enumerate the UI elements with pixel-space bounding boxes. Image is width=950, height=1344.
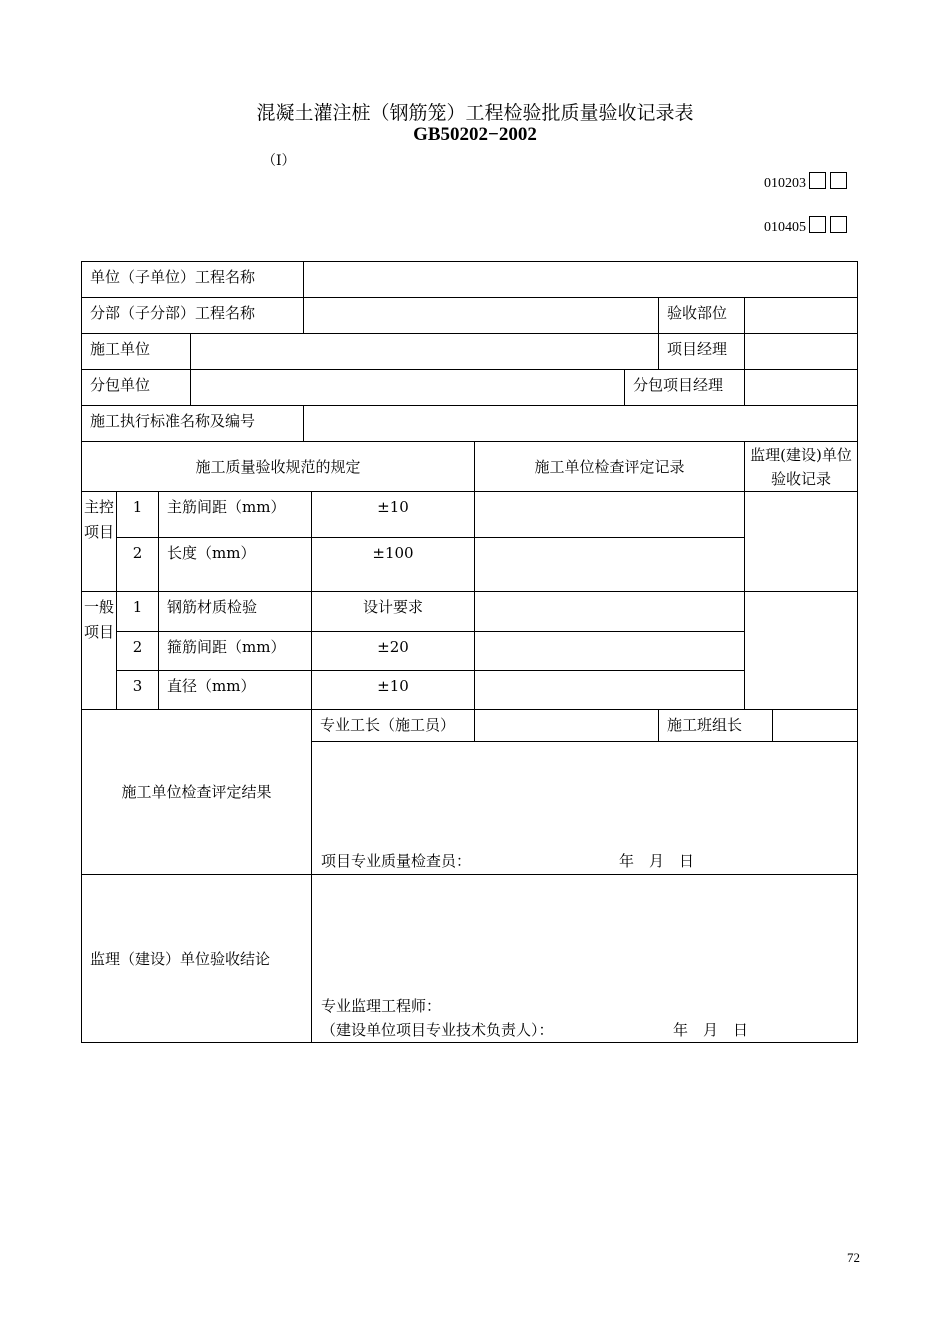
result-date-label: 年 月 日 [619,852,695,870]
general-item-value: ±20 [311,631,475,671]
main-control-supervision-record[interactable] [744,491,858,592]
general-item-name: 钢筋材质检验 [158,591,312,632]
foreman-value[interactable] [474,709,659,742]
standard-code: GB50202−2002 [413,124,537,145]
volume-marker: （Ⅰ） [262,153,296,169]
sub-project-value[interactable] [303,297,659,334]
standard-value[interactable] [303,405,858,442]
code-box[interactable] [809,172,826,189]
general-item-value: 设计要求 [311,591,475,632]
form-code-1: 010203 [764,176,806,191]
construction-unit-label: 施工单位 [81,333,191,370]
general-item-name: 箍筋间距（mm） [158,631,312,671]
subcontract-manager-value[interactable] [744,369,858,406]
result-content[interactable] [311,741,858,875]
sub-project-label: 分部（子分部）工程名称 [81,297,304,334]
conclusion-label-cell [81,874,312,1043]
project-manager-value[interactable] [744,333,858,370]
main-item-no: 1 [116,491,159,538]
code-box[interactable] [830,216,847,233]
main-item-check-record[interactable] [474,491,745,538]
general-item-no: 3 [116,670,159,710]
main-control-group-label: 主控项目 [81,491,117,592]
unit-project-label: 单位（子单位）工程名称 [81,261,304,298]
acceptance-part-value[interactable] [744,297,858,334]
spec-header [81,441,475,492]
acceptance-part-label: 验收部位 [658,297,745,334]
general-item-no: 2 [116,631,159,671]
page-number: 72 [847,1250,860,1265]
check-record-header-text: 施工单位检查评定记录 [534,457,685,476]
conclusion-date-label: 年 月 日 [673,1021,749,1039]
foreman-label: 专业工长（施工员） [311,709,475,742]
team-leader-value[interactable] [772,709,858,742]
conclusion-content[interactable] [311,874,858,1043]
document-title: 混凝土灌注桩（钢筋笼）工程检验批质量验收记录表 [256,102,694,124]
general-item-no: 1 [116,591,159,632]
general-supervision-record[interactable] [744,591,858,710]
team-leader-label: 施工班组长 [658,709,773,742]
owner-technical-lead-label: （建设单位项目专业技术负责人）： [321,1021,554,1039]
subcontract-unit-value[interactable] [190,369,625,406]
supervision-record-header [744,441,858,492]
spec-header-text: 施工质量验收规范的规定 [195,457,361,476]
general-item-name: 直径（mm） [158,670,312,710]
subcontract-unit-label: 分包单位 [81,369,191,406]
form-code-row-1 [764,172,847,192]
main-item-value: ±100 [311,537,475,592]
general-item-check-record[interactable] [474,591,745,632]
general-item-check-record[interactable] [474,631,745,671]
main-item-name: 长度（mm） [158,537,312,592]
construction-unit-value[interactable] [190,333,659,370]
project-manager-label: 项目经理 [658,333,745,370]
main-item-no: 2 [116,537,159,592]
form-code-row-2 [764,216,847,236]
check-record-header [474,441,745,492]
form-code-2: 010405 [764,220,806,235]
code-box[interactable] [809,216,826,233]
supervising-engineer-label: 专业监理工程师： [321,997,442,1015]
unit-project-value[interactable] [303,261,858,298]
general-item-check-record[interactable] [474,670,745,710]
general-group-label: 一般项目 [81,591,117,710]
standard-label: 施工执行标准名称及编号 [81,405,304,442]
main-item-value: ±10 [311,491,475,538]
code-box[interactable] [830,172,847,189]
result-label-cell [81,709,312,875]
result-label: 施工单位检查评定结果 [121,783,272,801]
general-item-value: ±10 [311,670,475,710]
main-item-name: 主筋间距（mm） [158,491,312,538]
supervision-record-header-text: 监理(建设)单位验收记录 [750,445,852,488]
main-item-check-record[interactable] [474,537,745,592]
subcontract-manager-label: 分包项目经理 [624,369,745,406]
inspector-label: 项目专业质量检查员： [321,852,472,870]
conclusion-label: 监理（建设）单位验收结论 [90,949,271,968]
